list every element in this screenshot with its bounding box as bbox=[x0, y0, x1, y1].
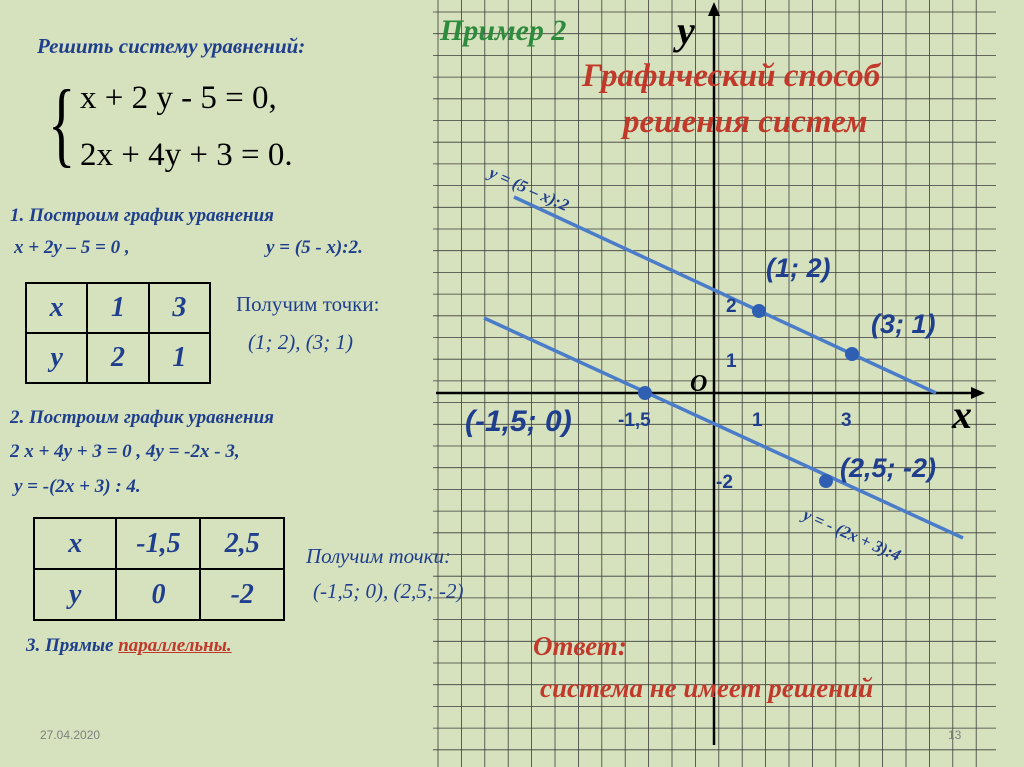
table1-y-2: 1 bbox=[149, 333, 210, 383]
tick-x-neg1-5: -1,5 bbox=[618, 410, 651, 431]
step3-highlight: параллельны. bbox=[118, 635, 232, 656]
footer-page-number: 13 bbox=[948, 728, 962, 742]
step1-line1: 1. Построим график уравнения bbox=[10, 205, 274, 226]
example-label: Пример 2 bbox=[440, 14, 567, 47]
x-axis-label: x bbox=[952, 392, 972, 437]
points2-values: (-1,5; 0), (2,5; -2) bbox=[313, 579, 464, 603]
answer-text: система не имеет решений bbox=[540, 673, 874, 703]
point-3-1 bbox=[845, 347, 859, 361]
footer-date: 27.04.2020 bbox=[40, 728, 101, 742]
equation-1: x + 2 y - 5 = 0, bbox=[80, 80, 277, 116]
point-label-2-5-neg2: (2,5; -2) bbox=[840, 453, 937, 483]
equation-2: 2x + 4y + 3 = 0. bbox=[80, 137, 293, 173]
table2-y-label: y bbox=[34, 569, 116, 620]
table2-y-2: -2 bbox=[200, 569, 284, 620]
table1-y-1: 2 bbox=[87, 333, 148, 383]
point-1-2 bbox=[752, 304, 766, 318]
point-label-neg1-5-0: (-1,5; 0) bbox=[465, 405, 572, 438]
system-brace: { bbox=[48, 70, 76, 176]
table1-x-label: x bbox=[26, 283, 87, 333]
line1-equation: у = (5 – х):2 bbox=[486, 163, 572, 216]
points1-caption: Получим точки: bbox=[236, 292, 380, 316]
y-axis-arrow-icon bbox=[708, 2, 720, 16]
x-axis-arrow-icon bbox=[971, 387, 985, 399]
tick-y-2: 2 bbox=[726, 296, 737, 317]
table2-y-1: 0 bbox=[116, 569, 200, 620]
step1-expressed: y = (5 - x):2. bbox=[266, 237, 363, 258]
table1-y-label: y bbox=[26, 333, 87, 383]
step1-equation: x + 2y – 5 = 0 , bbox=[14, 237, 130, 258]
points2-caption: Получим точки: bbox=[306, 544, 451, 568]
point-label-1-2: (1; 2) bbox=[766, 253, 831, 283]
origin-label: O bbox=[690, 371, 708, 397]
y-axis-label: y bbox=[677, 8, 695, 53]
answer-label: Ответ: bbox=[533, 631, 627, 661]
task-title: Решить систему уравнений: bbox=[37, 34, 306, 58]
table1-x-1: 1 bbox=[87, 283, 148, 333]
table1-x-2: 3 bbox=[149, 283, 210, 333]
point-neg1-5-0 bbox=[638, 386, 652, 400]
tick-x-1: 1 bbox=[752, 410, 763, 431]
table2-x-1: -1,5 bbox=[116, 518, 200, 569]
tick-y-1: 1 bbox=[726, 351, 737, 372]
heading-line2: решения систем bbox=[623, 104, 868, 140]
table2-x-2: 2,5 bbox=[200, 518, 284, 569]
heading-line1: Графический способ bbox=[582, 58, 881, 94]
step3-prefix: 3. Прямые bbox=[26, 635, 119, 656]
point-2-5-neg2 bbox=[819, 474, 833, 488]
line2-equation: у = - (2х + 3):4 bbox=[800, 505, 904, 565]
tick-y-neg2: -2 bbox=[716, 472, 733, 493]
point-label-3-1: (3; 1) bbox=[871, 309, 936, 339]
line-1 bbox=[514, 197, 936, 393]
points1-values: (1; 2), (3; 1) bbox=[248, 330, 353, 354]
step2-line3: y = -(2x + 3) : 4. bbox=[14, 476, 141, 497]
step2-line1: 2. Построим график уравнения bbox=[10, 407, 274, 428]
step2-line2: 2 x + 4y + 3 = 0 , 4y = -2x - 3, bbox=[10, 441, 240, 462]
table2-x-label: x bbox=[34, 518, 116, 569]
tick-x-3: 3 bbox=[841, 410, 852, 431]
